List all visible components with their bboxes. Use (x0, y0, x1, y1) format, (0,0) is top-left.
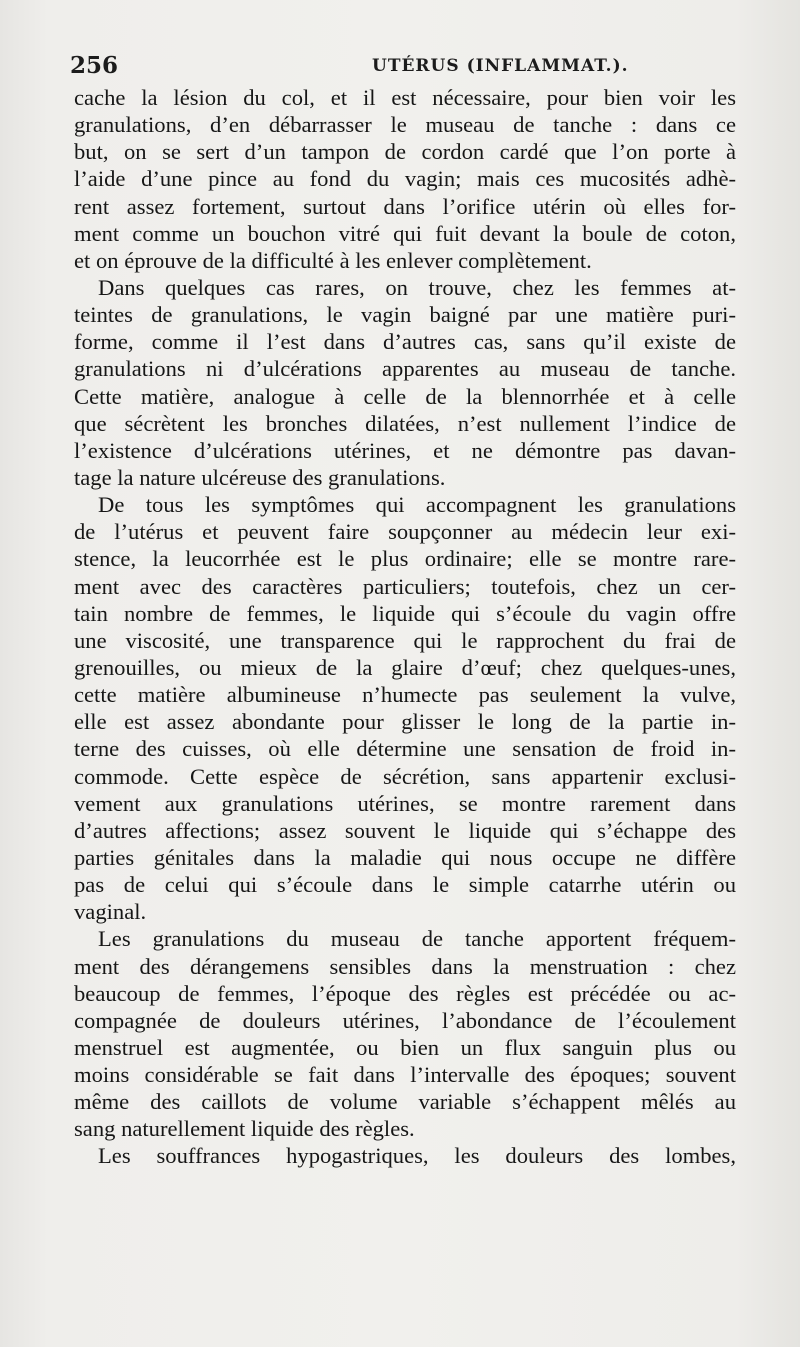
text-line: teintes de granulations, le vagin baigné par une matière puri- (74, 302, 736, 328)
body-text (74, 84, 736, 1170)
text-line: que sécrètent les bronches dilatées, n’est nullement l’indice de (74, 410, 736, 436)
text-line: tain nombre de femmes, le liquide qui s’écoule du vagin offre (74, 600, 736, 626)
text-line: granulations, d’en débarrasser le museau de tanche : dans ce (74, 112, 736, 138)
text-line: moins considérable se fait dans l’intervalle des époques; souvent (74, 1062, 736, 1088)
text-line: forme, comme il l’est dans d’autres cas, sans qu’il existe de (74, 329, 736, 355)
text-line: compagnée de douleurs utérines, l’abondance de l’écoulement (74, 1007, 736, 1033)
text-line: Cette matière, analogue à celle de la blennorrhée et à celle (74, 383, 736, 409)
page-header (70, 52, 738, 82)
paragraph (74, 84, 736, 274)
text-line: l’existence d’ulcérations utérines, et ne démontre pas davan- (74, 437, 736, 463)
text-line: beaucoup de femmes, l’époque des règles est précédée ou ac- (74, 980, 736, 1006)
text-line: d’autres affections; assez souvent le liquide qui s’échappe des (74, 817, 736, 843)
text-line: ment des dérangemens sensibles dans la menstruation : chez (74, 953, 736, 979)
text-line: et on éprouve de la difficulté à les enlever complètement. (74, 247, 592, 273)
text-line: menstruel est augmentée, ou bien un flux sanguin plus ou (74, 1034, 736, 1060)
text-line: cette matière albumineuse n’humecte pas seulement la vulve, (74, 682, 736, 708)
text-line: granulations ni d’ulcérations apparentes au museau de tanche. (74, 356, 736, 382)
text-line: tage la nature ulcéreuse des granulations. (74, 464, 446, 490)
paragraph (74, 491, 736, 925)
text-line: rent assez fortement, surtout dans l’orifice utérin où elles for- (74, 193, 736, 219)
text-line: ment avec des caractères particuliers; toutefois, chez un cer- (74, 573, 736, 599)
text-line: grenouilles, ou mieux de la glaire d’œuf; chez quelques-unes, (74, 654, 736, 680)
text-line: Dans quelques cas rares, on trouve, chez les femmes at- (98, 274, 736, 300)
paragraph (74, 1142, 736, 1169)
text-line: pas de celui qui s’écoule dans le simple catarrhe utérin ou (74, 872, 736, 898)
text-line: cache la lésion du col, et il est nécessaire, pour bien voir les (74, 85, 736, 110)
page-number: 256 (70, 52, 119, 79)
text-line: vaginal. (74, 899, 147, 925)
text-line: De tous les symptômes qui accompagnent les granulations (98, 492, 736, 518)
text-line: terne des cuisses, où elle détermine une sensation de froid in- (74, 736, 736, 762)
text-line: Les granulations du museau de tanche apportent fréquem- (98, 926, 736, 952)
text-line: Les souffrances hypogastriques, les douleurs des lombes, (98, 1143, 736, 1169)
text-line: stence, la leucorrhée est le plus ordinaire; elle se montre rare- (74, 546, 736, 572)
text-line: elle est assez abondante pour glisser le long de la partie in- (74, 709, 736, 735)
text-line: parties génitales dans la maladie qui nous occupe ne diffère (74, 844, 736, 870)
text-line: but, on se sert d’un tampon de cordon cardé que l’on porte à (74, 139, 736, 165)
text-line: vement aux granulations utérines, se montre rarement dans (74, 790, 736, 816)
paragraph (74, 925, 736, 1142)
text-line: de l’utérus et peuvent faire soupçonner au médecin leur exi- (74, 519, 736, 545)
paragraph (74, 274, 736, 491)
text-line: sang naturellement liquide des règles. (74, 1116, 415, 1142)
text-line: l’aide d’une pince au fond du vagin; mais ces mucosités adhè- (74, 166, 736, 192)
text-line: une viscosité, une transparence qui le rapprochent du frai de (74, 627, 736, 653)
text-line: commode. Cette espèce de sécrétion, sans appartenir exclusi- (74, 763, 736, 789)
text-line: ment comme un bouchon vitré qui fuit devant la boule de coton, (74, 220, 736, 246)
running-head: UTÉRUS (INFLAMMAT.). (372, 56, 629, 76)
text-line: même des caillots de volume variable s’échappent mêlés au (74, 1089, 736, 1115)
